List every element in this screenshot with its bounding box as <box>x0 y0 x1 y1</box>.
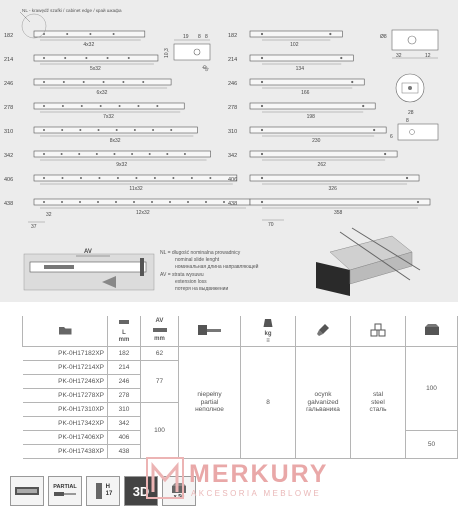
col-code-header <box>23 316 108 347</box>
detail-dim-8b: 8 <box>205 34 208 40</box>
left-slide-row <box>4 151 211 168</box>
mounting-detail-top <box>380 30 438 59</box>
right-slide-row <box>228 199 430 216</box>
slide-hole <box>142 81 144 83</box>
left-slide-bar <box>34 103 184 109</box>
merkury-logo-icon <box>145 456 185 500</box>
left-dim-label: 7x32 <box>103 114 114 120</box>
pack-x50-badge: x 50 <box>162 476 196 506</box>
slide-hole <box>261 201 263 203</box>
slide-hole <box>43 177 45 179</box>
slide-hole <box>122 81 124 83</box>
slide-hole <box>184 153 186 155</box>
svg-text:потеря на выдвижении: потеря на выдвижении <box>175 286 229 292</box>
package-icon <box>424 323 440 336</box>
slide-hole <box>97 201 99 203</box>
left-slide-length: 278 <box>4 105 14 111</box>
right-slide-bar <box>250 127 386 133</box>
slide-hole <box>113 153 115 155</box>
left-dim-label: 4x32 <box>83 42 95 48</box>
slide-hole <box>373 129 375 131</box>
right-slide-row <box>228 31 342 48</box>
pack-50-cell: 50 <box>406 431 458 459</box>
partial-icon <box>53 490 77 498</box>
right-slide-length: 438 <box>228 201 238 207</box>
slide-hole <box>96 153 98 155</box>
slide-hole <box>61 129 63 131</box>
slide-hole <box>89 33 91 35</box>
right-slide-row <box>228 55 353 72</box>
nl-edge-label: NL - krawędź szafki / cabinet edge / край шкафа <box>22 8 122 13</box>
slide-hole <box>66 33 68 35</box>
slide-hole <box>80 177 82 179</box>
slide-hole <box>223 201 225 203</box>
slide-hole <box>261 177 263 179</box>
slide-hole <box>81 105 83 107</box>
svg-text:extension loss: extension loss <box>175 279 207 285</box>
av-100: 100 <box>141 403 179 459</box>
left-slide-length: 406 <box>4 177 14 183</box>
right-dim-label: 262 <box>317 162 326 168</box>
right-slide-bar <box>250 55 353 61</box>
detail-dim-8: 8 <box>406 118 409 124</box>
mounting-detail-bottom <box>390 110 438 140</box>
dim-37: 37 <box>31 224 37 230</box>
folder-icon <box>58 324 72 335</box>
slide-hole <box>98 177 100 179</box>
finish-cell: ocynk galvanized гальваника <box>296 347 351 459</box>
slide-hole <box>261 33 263 35</box>
left-slide-length: 438 <box>4 201 14 207</box>
drawer-illustration <box>316 228 420 296</box>
left-dim-label: 8x32 <box>109 138 121 144</box>
left-slide-row <box>4 79 171 96</box>
slide-hole <box>43 105 45 107</box>
slide-hole <box>261 129 263 131</box>
left-dim-label: 9x32 <box>116 162 128 168</box>
spec-table <box>22 316 458 459</box>
table-row: PK-0H17246XP 246 <box>23 375 458 389</box>
left-slides-group <box>4 31 250 216</box>
left-slide-row <box>4 31 145 48</box>
right-slide-length: 246 <box>228 81 238 87</box>
slide-hole <box>61 201 63 203</box>
detail-dim-6: 6 <box>390 134 393 140</box>
right-slide-bar <box>250 79 364 85</box>
height-badge: H 17 <box>86 476 120 506</box>
merkury-watermark <box>145 456 445 506</box>
right-slide-length: 342 <box>228 153 238 159</box>
material-cubes-icon <box>370 323 386 337</box>
slide-hole <box>152 129 154 131</box>
col-extension-header <box>179 316 241 347</box>
slide-hole <box>107 57 109 59</box>
left-slide-length: 342 <box>4 153 14 159</box>
slide-profile-icon <box>14 484 40 498</box>
right-slide-row <box>228 103 375 120</box>
brush-icon <box>316 323 330 337</box>
right-slide-length: 406 <box>228 177 238 183</box>
weight-icon <box>263 316 273 328</box>
right-dim-label: 230 <box>312 138 321 144</box>
col-pack-header <box>406 316 458 347</box>
right-slide-length: 310 <box>228 129 238 135</box>
cross-section-detail <box>164 34 210 73</box>
pack-100-cell: 100 <box>406 347 458 431</box>
slide-hole <box>261 105 263 107</box>
slide-hole <box>187 201 189 203</box>
left-slide-row <box>4 199 250 216</box>
detail-dim-10-3: 10,3 <box>164 48 170 58</box>
slide-hole <box>117 177 119 179</box>
slide-hole <box>85 57 87 59</box>
left-dim-label: 5x32 <box>89 66 101 72</box>
col-length-header: L mm <box>108 316 141 347</box>
slide-hole <box>43 57 45 59</box>
left-slide-row <box>4 127 197 144</box>
slide-hole <box>362 105 364 107</box>
right-dim-label: 102 <box>290 42 299 48</box>
slide-hole <box>151 201 153 203</box>
watermark-brand: MERKURY <box>189 460 329 488</box>
partial-extension-icon <box>197 324 223 336</box>
slide-hole <box>351 81 353 83</box>
load-cell: 8 <box>241 347 296 459</box>
material-cell: stal steel сталь <box>351 347 406 459</box>
slide-hole <box>62 105 64 107</box>
slide-badge <box>10 476 44 506</box>
slide-hole <box>154 177 156 179</box>
col-av-header: AV mm <box>141 316 179 347</box>
right-slide-row <box>228 151 397 168</box>
slide-hole <box>103 81 105 83</box>
bottom-dimensions <box>28 212 284 230</box>
slide-hole <box>43 201 45 203</box>
slide-hole <box>79 129 81 131</box>
slide-hole <box>417 201 419 203</box>
table-row: PK-0H17182XP 182 62 niepełny partial неполное 8 ocynk galvanized гальваника stal steel сталь 100 <box>23 347 458 361</box>
height-profile-icon <box>94 482 104 500</box>
slide-hole <box>170 129 172 131</box>
left-slide-row <box>4 175 237 192</box>
slide-hole <box>115 201 117 203</box>
right-slide-row <box>228 79 364 96</box>
right-slide-row <box>228 127 386 144</box>
col-load-header: kg ≡ <box>241 316 296 347</box>
detail-dim-28: 28 <box>408 110 414 116</box>
col-material-header <box>351 316 406 347</box>
left-slide-length: 246 <box>4 81 14 87</box>
right-slide-bar <box>250 103 375 109</box>
table-header-row <box>23 316 458 347</box>
slide-hole <box>43 153 45 155</box>
left-slide-bar <box>34 55 158 61</box>
col-finish-header <box>296 316 351 347</box>
slide-hole <box>64 57 66 59</box>
slide-hole <box>133 201 135 203</box>
av-label: AV <box>84 249 92 255</box>
detail-dim-d8: Ø8 <box>380 34 387 40</box>
slide-hole <box>166 153 168 155</box>
left-dim-label: 12x32 <box>136 210 150 216</box>
slide-hole <box>172 177 174 179</box>
svg-text:nominal slide lenght: nominal slide lenght <box>175 257 220 263</box>
slide-hole <box>63 81 65 83</box>
slide-hole <box>98 129 100 131</box>
slide-hole <box>134 129 136 131</box>
slide-hole <box>209 177 211 179</box>
slide-hole <box>79 201 81 203</box>
slide-hole <box>329 33 331 35</box>
slide-hole <box>340 57 342 59</box>
svg-text:AV = strata wysuwu: AV = strata wysuwu <box>160 272 204 278</box>
right-slide-bar <box>250 199 430 205</box>
right-slide-bar <box>250 151 397 157</box>
left-slide-length: 214 <box>4 57 14 63</box>
svg-text:NL = długość nominalna prowadn: NL = długość nominalna prowadnicy <box>160 250 241 256</box>
slide-hole <box>116 129 118 131</box>
slide-hole <box>384 153 386 155</box>
slide-hole <box>113 33 115 35</box>
detail-dim-32: 32 <box>396 53 402 59</box>
right-dim-label: 326 <box>328 186 337 192</box>
slide-hole <box>119 105 121 107</box>
slide-hole <box>135 177 137 179</box>
av-62: 62 <box>141 347 179 361</box>
table-row: PK-0H17406XP 406 50 <box>23 431 458 445</box>
slide-hole <box>156 105 158 107</box>
slide-hole <box>149 153 151 155</box>
left-slide-bar <box>34 199 250 205</box>
partial-badge: PARTIAL <box>48 476 82 506</box>
right-dim-label: 358 <box>334 210 343 216</box>
dim-70: 70 <box>268 222 274 228</box>
detail-dim-d5: Ø5 <box>200 64 210 74</box>
av-side-view <box>24 249 154 290</box>
slide-hole <box>78 153 80 155</box>
slide-hole <box>128 57 130 59</box>
slide-hole <box>205 201 207 203</box>
slide-hole <box>61 153 63 155</box>
right-slide-length: 182 <box>228 33 238 39</box>
slide-hole <box>169 201 171 203</box>
right-dim-label: 134 <box>295 66 304 72</box>
slide-hole <box>406 177 408 179</box>
mounting-detail-circle <box>396 74 424 102</box>
detail-dim-19: 19 <box>183 34 189 40</box>
left-slide-length: 182 <box>4 33 14 39</box>
left-slide-row <box>4 103 184 120</box>
table-row: PK-0H17214XP 214 77 <box>23 361 458 375</box>
right-dim-label: 198 <box>306 114 315 120</box>
slide-hole <box>100 105 102 107</box>
detail-dim-12: 12 <box>425 53 431 59</box>
svg-text:номинальная длина направляющей: номинальная длина направляющей <box>175 264 259 270</box>
slide-hole <box>61 177 63 179</box>
right-slide-length: 278 <box>228 105 238 111</box>
slide-hole <box>131 153 133 155</box>
slide-hole <box>261 153 263 155</box>
nl-legend <box>160 250 259 292</box>
table-row: PK-0H17438XP 438 <box>23 445 458 459</box>
length-icon <box>118 317 130 327</box>
table-row: PK-0H17342XP 342 <box>23 417 458 431</box>
left-slide-row <box>4 55 158 72</box>
slide-hole <box>43 81 45 83</box>
slide-hole <box>261 57 263 59</box>
watermark-tagline: AKCESORIA MEBLOWE <box>191 489 322 498</box>
left-dim-label: 11x32 <box>129 186 143 192</box>
right-slide-row <box>228 175 419 192</box>
right-slide-bar <box>250 31 342 37</box>
av-icon <box>152 326 168 334</box>
table-row: PK-0H17278XP 278 <box>23 389 458 403</box>
edge-leader-line <box>20 12 30 22</box>
left-dim-label: 6x32 <box>96 90 108 96</box>
slide-hole <box>137 105 139 107</box>
right-slide-length: 214 <box>228 57 238 63</box>
dim-32: 32 <box>46 212 52 218</box>
slide-hole <box>83 81 85 83</box>
detail-dim-8a: 8 <box>198 34 201 40</box>
table-row: PK-0H17310XP 310 100 <box>23 403 458 417</box>
slide-hole <box>43 129 45 131</box>
3d-badge: 3D <box>124 476 158 506</box>
right-slide-bar <box>250 175 419 181</box>
extension-cell: niepełny partial неполное <box>179 347 241 459</box>
slide-hole <box>191 177 193 179</box>
left-slide-length: 310 <box>4 129 14 135</box>
slide-hole <box>261 81 263 83</box>
right-dim-label: 166 <box>301 90 310 96</box>
av-77: 77 <box>141 361 179 403</box>
